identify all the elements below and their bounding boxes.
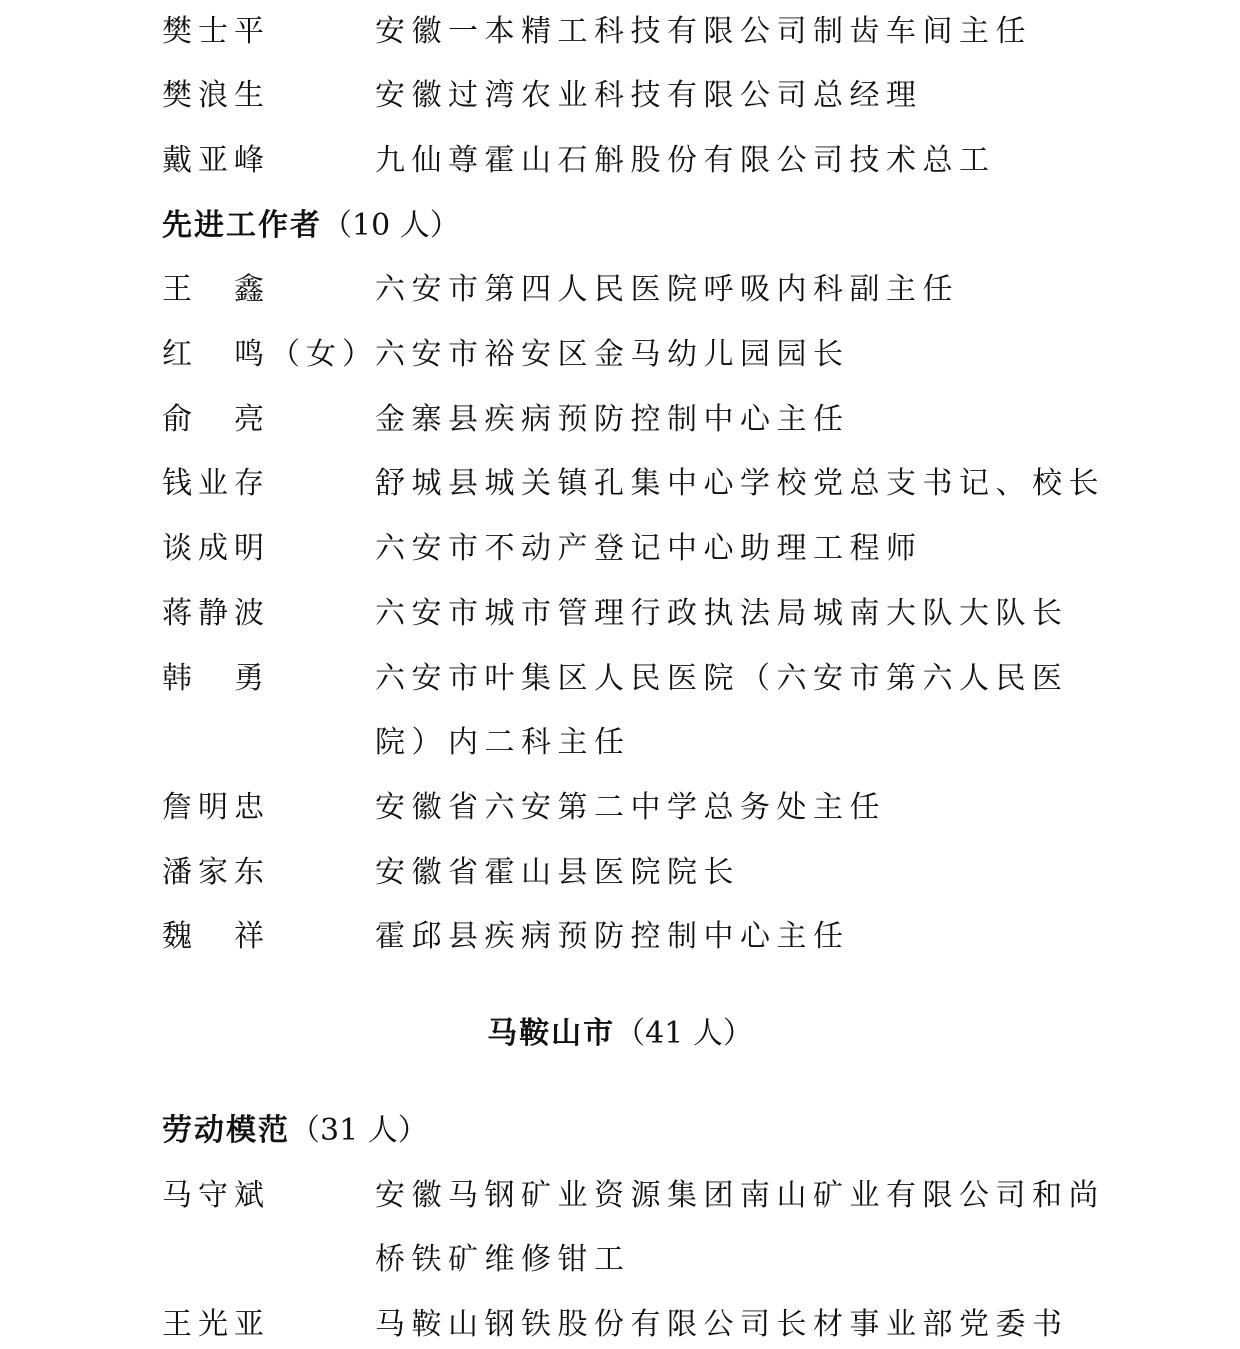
person-title: 安徽马钢矿业资源集团南山矿业有限公司和尚 bbox=[375, 1178, 1105, 1213]
category-count: （10 人） bbox=[322, 208, 460, 243]
category-heading bbox=[0, 1107, 1240, 1155]
list-item bbox=[0, 913, 1240, 961]
person-name: 蒋静波 bbox=[162, 596, 270, 631]
person-name: 樊浪生 bbox=[162, 78, 270, 113]
person-title: 舒城县城关镇孔集中心学校党总支书记、校长 bbox=[375, 466, 1105, 501]
person-name: 马守斌 bbox=[162, 1178, 270, 1213]
list-item bbox=[0, 331, 1240, 379]
list-item bbox=[0, 8, 1240, 56]
list-item bbox=[0, 72, 1240, 120]
person-name: 詹明忠 bbox=[162, 790, 270, 825]
city-heading bbox=[0, 1010, 1240, 1058]
person-name: 俞 亮 bbox=[162, 402, 270, 437]
person-name: 戴亚峰 bbox=[162, 143, 270, 178]
category-heading bbox=[0, 202, 1240, 250]
list-item bbox=[0, 655, 1240, 703]
person-name: 潘家东 bbox=[162, 855, 270, 890]
person-title: 六安市城市管理行政执法局城南大队大队长 bbox=[375, 596, 1069, 631]
city-count: （41 人） bbox=[615, 1016, 753, 1051]
list-item bbox=[0, 266, 1240, 314]
person-title: 安徽过湾农业科技有限公司总经理 bbox=[375, 78, 923, 113]
person-name: 钱业存 bbox=[162, 466, 270, 501]
city-title: 马鞍山市 bbox=[487, 1016, 616, 1051]
category-title: 劳动模范 bbox=[162, 1113, 290, 1148]
category-heading-text bbox=[162, 1107, 428, 1155]
person-title: 六安市第四人民医院呼吸内科副主任 bbox=[375, 272, 959, 307]
list-item-continuation bbox=[0, 719, 1240, 767]
person-name: 王 鑫 bbox=[162, 272, 270, 307]
person-title: 六安市叶集区人民医院（六安市第六人民医 bbox=[375, 661, 1069, 696]
person-name: 韩 勇 bbox=[162, 661, 270, 696]
list-item bbox=[0, 590, 1240, 638]
person-name: 王光亚 bbox=[162, 1307, 270, 1342]
person-title: 九仙尊霍山石斛股份有限公司技术总工 bbox=[375, 143, 996, 178]
person-title: 六安市不动产登记中心助理工程师 bbox=[375, 531, 923, 566]
person-title: 安徽一本精工科技有限公司制齿车间主任 bbox=[375, 14, 1032, 49]
person-title: 院）内二科主任 bbox=[375, 725, 631, 760]
person-title: 桥铁矿维修钳工 bbox=[375, 1242, 631, 1277]
category-count: （31 人） bbox=[290, 1113, 428, 1148]
list-item bbox=[0, 849, 1240, 897]
list-item bbox=[0, 1301, 1240, 1349]
person-title: 马鞍山钢铁股份有限公司长材事业部党委书 bbox=[375, 1307, 1069, 1342]
person-name: 红 鸣（女） bbox=[162, 337, 378, 372]
person-title: 安徽省六安第二中学总务处主任 bbox=[375, 790, 886, 825]
person-name: 谈成明 bbox=[162, 531, 270, 566]
person-name: 魏 祥 bbox=[162, 919, 270, 954]
list-item bbox=[0, 460, 1240, 508]
list-item bbox=[0, 396, 1240, 444]
list-item-continuation bbox=[0, 1236, 1240, 1284]
person-title: 安徽省霍山县医院院长 bbox=[375, 855, 740, 890]
person-title: 霍邱县疾病预防控制中心主任 bbox=[375, 919, 850, 954]
category-title: 先进工作者 bbox=[162, 208, 322, 243]
list-item bbox=[0, 137, 1240, 185]
list-item bbox=[0, 525, 1240, 573]
list-item bbox=[0, 784, 1240, 832]
person-name: 樊士平 bbox=[162, 14, 270, 49]
list-item bbox=[0, 1172, 1240, 1220]
city-heading-text bbox=[0, 1010, 1240, 1058]
person-title: 金寨县疾病预防控制中心主任 bbox=[375, 402, 850, 437]
person-title: 六安市裕安区金马幼儿园园长 bbox=[375, 337, 850, 372]
category-heading-text bbox=[162, 202, 460, 250]
